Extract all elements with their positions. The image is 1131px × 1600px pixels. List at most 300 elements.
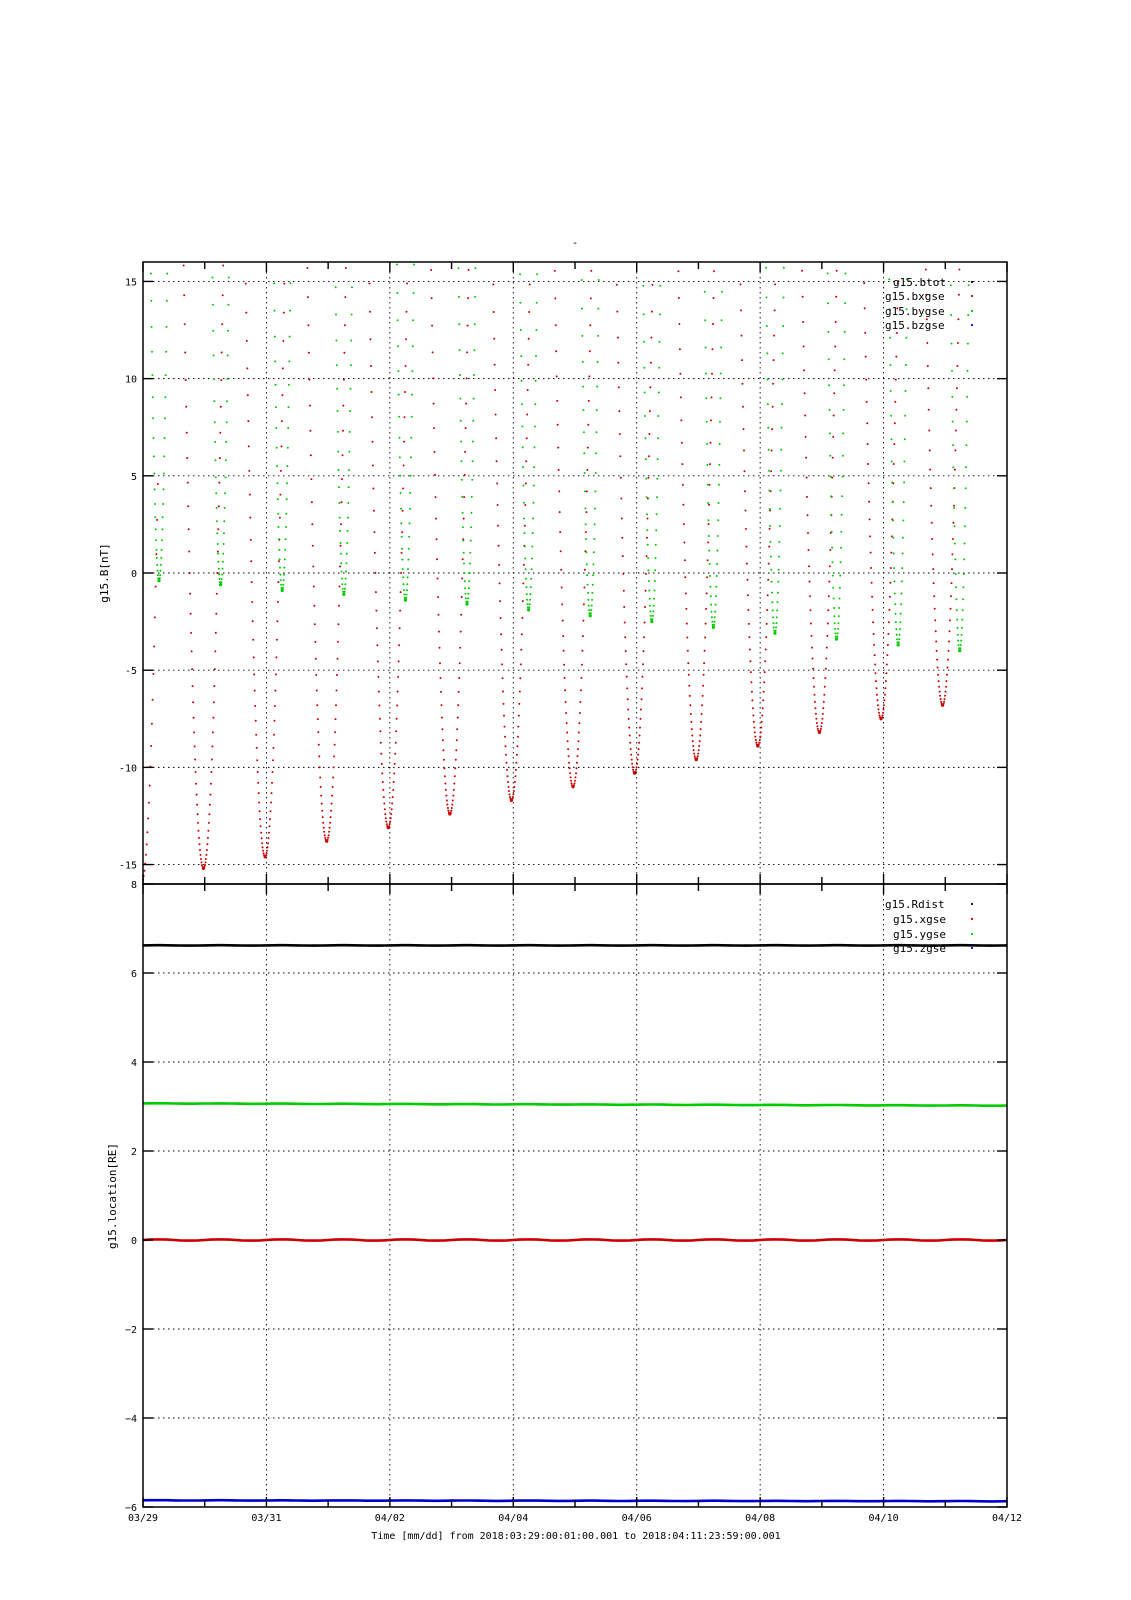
data-point — [373, 510, 375, 512]
data-point — [806, 496, 808, 498]
data-point — [154, 503, 156, 505]
data-point — [320, 795, 322, 797]
data-point — [465, 597, 467, 599]
data-point — [280, 584, 282, 586]
data-point — [273, 747, 275, 749]
data-point — [631, 763, 633, 765]
data-point — [341, 501, 343, 503]
data-point — [889, 596, 891, 598]
data-point — [217, 543, 219, 545]
data-point — [949, 619, 951, 621]
trough-point — [281, 589, 284, 592]
data-point — [960, 644, 962, 646]
data-point — [887, 644, 889, 646]
data-point — [960, 640, 962, 642]
data-point — [185, 379, 187, 381]
data-point — [283, 574, 285, 576]
data-point — [458, 691, 460, 693]
data-point — [570, 780, 572, 782]
data-point — [531, 568, 533, 570]
data-point — [951, 568, 953, 570]
data-point — [245, 312, 247, 314]
data-point — [213, 685, 215, 687]
data-point — [900, 613, 902, 615]
data-point — [217, 553, 219, 555]
data-point — [495, 414, 497, 416]
data-point — [160, 564, 162, 566]
data-point — [840, 561, 842, 563]
data-point — [775, 630, 777, 632]
data-point — [280, 579, 282, 581]
data-point — [774, 283, 776, 285]
data-point — [344, 588, 346, 590]
data-point — [644, 622, 646, 624]
data-point — [623, 590, 625, 592]
data-point — [317, 718, 319, 720]
data-point — [654, 580, 656, 582]
data-point — [759, 739, 761, 741]
data-point — [145, 854, 147, 856]
data-point — [765, 297, 767, 299]
data-point — [700, 728, 702, 730]
data-point — [213, 355, 215, 357]
data-point — [221, 352, 223, 354]
data-point — [266, 850, 268, 852]
data-point — [402, 488, 404, 490]
data-point — [311, 523, 313, 525]
data-point — [651, 284, 653, 286]
data-point — [767, 378, 769, 380]
data-point — [164, 437, 166, 439]
trough-point — [510, 799, 513, 802]
data-point — [274, 690, 276, 692]
data-point — [652, 615, 654, 617]
data-point — [347, 502, 349, 504]
data-point — [498, 564, 500, 566]
data-point — [878, 712, 880, 714]
data-point — [822, 713, 824, 715]
data-point — [556, 375, 558, 377]
data-point — [495, 437, 497, 439]
data-point — [645, 590, 647, 592]
data-point — [659, 285, 661, 287]
data-point — [955, 409, 957, 411]
data-point — [658, 367, 660, 369]
data-point — [709, 586, 711, 588]
data-point — [151, 374, 153, 376]
data-point — [223, 532, 225, 534]
data-point — [870, 552, 872, 554]
data-point — [371, 416, 373, 418]
data-point — [191, 650, 193, 652]
x-axis-tick-labels — [128, 1513, 1022, 1524]
data-point — [376, 644, 378, 646]
data-point — [571, 782, 573, 784]
data-point — [494, 389, 496, 391]
data-point — [445, 795, 447, 797]
data-point — [955, 430, 957, 432]
data-point — [432, 377, 434, 379]
data-point — [524, 532, 526, 534]
data-point — [584, 490, 586, 492]
data-point — [198, 837, 200, 839]
data-point — [680, 419, 682, 421]
data-point — [248, 445, 250, 447]
data-point — [596, 386, 598, 388]
data-point — [153, 646, 155, 648]
data-point — [772, 406, 774, 408]
data-point — [153, 437, 155, 439]
data-point — [260, 825, 262, 827]
data-point — [778, 569, 780, 571]
data-point — [529, 284, 531, 286]
data-point — [643, 636, 645, 638]
data-point — [656, 496, 658, 498]
data-point — [337, 641, 339, 643]
data-point — [336, 690, 338, 692]
data-point — [769, 525, 771, 527]
data-point — [308, 379, 310, 381]
data-point — [869, 535, 871, 537]
data-point — [709, 575, 711, 577]
data-point — [219, 432, 221, 434]
data-point — [954, 525, 956, 527]
data-point — [201, 861, 203, 863]
data-point — [215, 632, 217, 634]
data-point — [409, 508, 411, 510]
data-point — [699, 735, 701, 737]
data-point — [531, 558, 533, 560]
data-point — [708, 519, 710, 521]
data-point — [566, 732, 568, 734]
data-point — [782, 352, 784, 354]
data-point — [682, 484, 684, 486]
data-point — [213, 378, 215, 380]
data-point — [946, 674, 948, 676]
data-point — [833, 392, 835, 394]
data-point — [394, 753, 396, 755]
data-point — [939, 691, 941, 693]
data-point — [471, 479, 473, 481]
data-point — [885, 680, 887, 682]
data-point — [390, 817, 392, 819]
data-point — [283, 567, 285, 569]
data-point — [313, 586, 315, 588]
data-point — [825, 658, 827, 660]
data-point — [249, 517, 251, 519]
data-point — [708, 535, 710, 537]
data-point — [533, 485, 535, 487]
data-point — [278, 560, 280, 562]
data-point — [958, 294, 960, 296]
data-point — [321, 803, 323, 805]
data-point — [781, 378, 783, 380]
data-point — [579, 701, 581, 703]
data-point — [867, 463, 869, 465]
data-point — [704, 319, 706, 321]
data-point — [579, 712, 581, 714]
data-point — [902, 520, 904, 522]
data-point — [191, 668, 193, 670]
data-point — [575, 772, 577, 774]
data-point — [627, 698, 629, 700]
data-point — [452, 800, 454, 802]
trough-point — [835, 638, 838, 641]
data-point — [187, 482, 189, 484]
data-point — [275, 673, 277, 675]
data-point — [333, 766, 335, 768]
y-tick-label: −2 — [124, 1325, 137, 1336]
data-point — [649, 610, 651, 612]
data-point — [708, 504, 710, 506]
data-point — [930, 487, 932, 489]
data-point — [877, 704, 879, 706]
data-point — [226, 378, 228, 380]
data-point — [403, 465, 405, 467]
data-point — [967, 314, 969, 316]
data-point — [645, 437, 647, 439]
data-point — [565, 701, 567, 703]
data-point — [345, 571, 347, 573]
data-point — [896, 638, 898, 640]
data-point — [324, 837, 326, 839]
data-point — [646, 496, 648, 498]
legend-sample-mark — [971, 947, 973, 949]
data-point — [901, 567, 903, 569]
data-point — [503, 703, 505, 705]
data-point — [870, 567, 872, 569]
data-point — [153, 473, 155, 475]
data-point — [872, 621, 874, 623]
data-point — [899, 621, 901, 623]
data-point — [369, 311, 371, 313]
data-point — [937, 667, 939, 669]
data-point — [534, 426, 536, 428]
data-point — [643, 367, 645, 369]
data-point — [433, 403, 435, 405]
data-point — [622, 555, 624, 557]
data-point — [576, 767, 578, 769]
data-point — [583, 409, 585, 411]
data-point — [278, 526, 280, 528]
data-point — [212, 330, 214, 332]
data-point — [623, 606, 625, 608]
data-point — [745, 528, 747, 530]
data-point — [410, 437, 412, 439]
data-point — [892, 501, 894, 503]
data-point — [805, 436, 807, 438]
data-point — [962, 609, 964, 611]
data-point — [833, 607, 835, 609]
data-point — [226, 400, 228, 402]
data-point — [590, 612, 592, 614]
data-point — [648, 580, 650, 582]
data-point — [383, 796, 385, 798]
data-point — [646, 529, 648, 531]
data-point — [535, 355, 537, 357]
trough-point — [818, 731, 821, 734]
data-point — [577, 755, 579, 757]
data-point — [962, 598, 964, 600]
data-point — [404, 416, 406, 418]
data-point — [402, 576, 404, 578]
data-point — [834, 628, 836, 630]
data-point — [282, 587, 284, 589]
data-point — [210, 783, 212, 785]
data-point — [717, 535, 719, 537]
data-point — [648, 590, 650, 592]
data-point — [826, 647, 828, 649]
data-point — [935, 641, 937, 643]
data-point — [811, 635, 813, 637]
data-point — [654, 569, 656, 571]
data-point — [776, 609, 778, 611]
data-point — [379, 718, 381, 720]
data-point — [276, 620, 278, 622]
data-point — [951, 370, 953, 372]
y-tick-label: 0 — [130, 1236, 137, 1247]
data-point — [901, 580, 903, 582]
data-point — [251, 601, 253, 603]
data-point — [338, 486, 340, 488]
data-point — [927, 365, 929, 367]
data-point — [216, 532, 218, 534]
data-point — [397, 691, 399, 693]
data-point — [783, 267, 785, 269]
data-point — [642, 663, 644, 665]
data-point — [397, 319, 399, 321]
data-point — [330, 810, 332, 812]
trough-point — [264, 855, 267, 858]
data-point — [247, 420, 249, 422]
data-point — [814, 694, 816, 696]
data-point — [567, 748, 569, 750]
data-point — [616, 284, 618, 286]
data-point — [933, 582, 935, 584]
data-point — [827, 302, 829, 304]
data-point — [812, 668, 814, 670]
data-point — [225, 441, 227, 443]
data-point — [778, 541, 780, 543]
data-point — [156, 549, 158, 551]
data-point — [465, 593, 467, 595]
data-point — [205, 858, 207, 860]
data-point — [802, 321, 804, 323]
data-point — [952, 421, 954, 423]
data-point — [309, 405, 311, 407]
legend-label-bxgse: g15.bxgse — [885, 290, 945, 303]
data-point — [529, 599, 531, 601]
data-point — [245, 283, 247, 285]
data-point — [459, 662, 461, 664]
data-point — [439, 662, 441, 664]
data-point — [716, 550, 718, 552]
data-point — [560, 550, 562, 552]
data-point — [406, 583, 408, 585]
data-point — [588, 400, 590, 402]
data-point — [888, 621, 890, 623]
data-point — [902, 537, 904, 539]
data-point — [638, 742, 640, 744]
data-point — [587, 584, 589, 586]
data-point — [518, 715, 520, 717]
legend-sample-mark — [971, 310, 973, 312]
data-point — [707, 559, 709, 561]
data-point — [744, 490, 746, 492]
data-point — [282, 584, 284, 586]
data-point — [891, 461, 893, 463]
series-bygse — [150, 264, 970, 653]
data-point — [952, 538, 954, 540]
data-point — [616, 311, 618, 313]
data-point — [270, 802, 272, 804]
data-point — [391, 808, 393, 810]
data-point — [284, 558, 286, 560]
data-point — [945, 686, 947, 688]
data-point — [638, 748, 640, 750]
data-point — [598, 279, 600, 281]
data-point — [275, 427, 277, 429]
data-point — [217, 528, 219, 530]
data-point — [591, 605, 593, 607]
data-point — [165, 374, 167, 376]
data-point — [643, 341, 645, 343]
data-point — [702, 685, 704, 687]
data-point — [828, 581, 830, 583]
data-point — [211, 745, 213, 747]
data-point — [435, 518, 437, 520]
data-point — [508, 790, 510, 792]
data-point — [252, 620, 254, 622]
data-point — [184, 323, 186, 325]
data-point — [952, 444, 954, 446]
data-point — [463, 563, 465, 565]
data-point — [526, 593, 528, 595]
data-point — [557, 424, 559, 426]
data-point — [838, 615, 840, 617]
data-point — [718, 502, 720, 504]
data-point — [948, 650, 950, 652]
data-point — [278, 538, 280, 540]
data-point — [258, 802, 260, 804]
data-point — [587, 424, 589, 426]
data-point — [768, 470, 770, 472]
data-point — [777, 601, 779, 603]
data-point — [639, 727, 641, 729]
data-point — [879, 714, 881, 716]
data-point — [866, 422, 868, 424]
data-point — [397, 676, 399, 678]
data-point — [225, 476, 227, 478]
data-point — [934, 619, 936, 621]
data-point — [319, 777, 321, 779]
data-point — [277, 601, 279, 603]
data-point — [517, 736, 519, 738]
data-point — [589, 350, 591, 352]
data-point — [146, 831, 148, 833]
data-point — [905, 390, 907, 392]
data-point — [698, 745, 700, 747]
data-point — [338, 605, 340, 607]
data-point — [413, 292, 415, 294]
data-point — [339, 517, 341, 519]
data-point — [314, 641, 316, 643]
data-point — [653, 598, 655, 600]
data-point — [406, 283, 408, 285]
data-point — [268, 832, 270, 834]
data-point — [341, 478, 343, 480]
data-point — [935, 630, 937, 632]
